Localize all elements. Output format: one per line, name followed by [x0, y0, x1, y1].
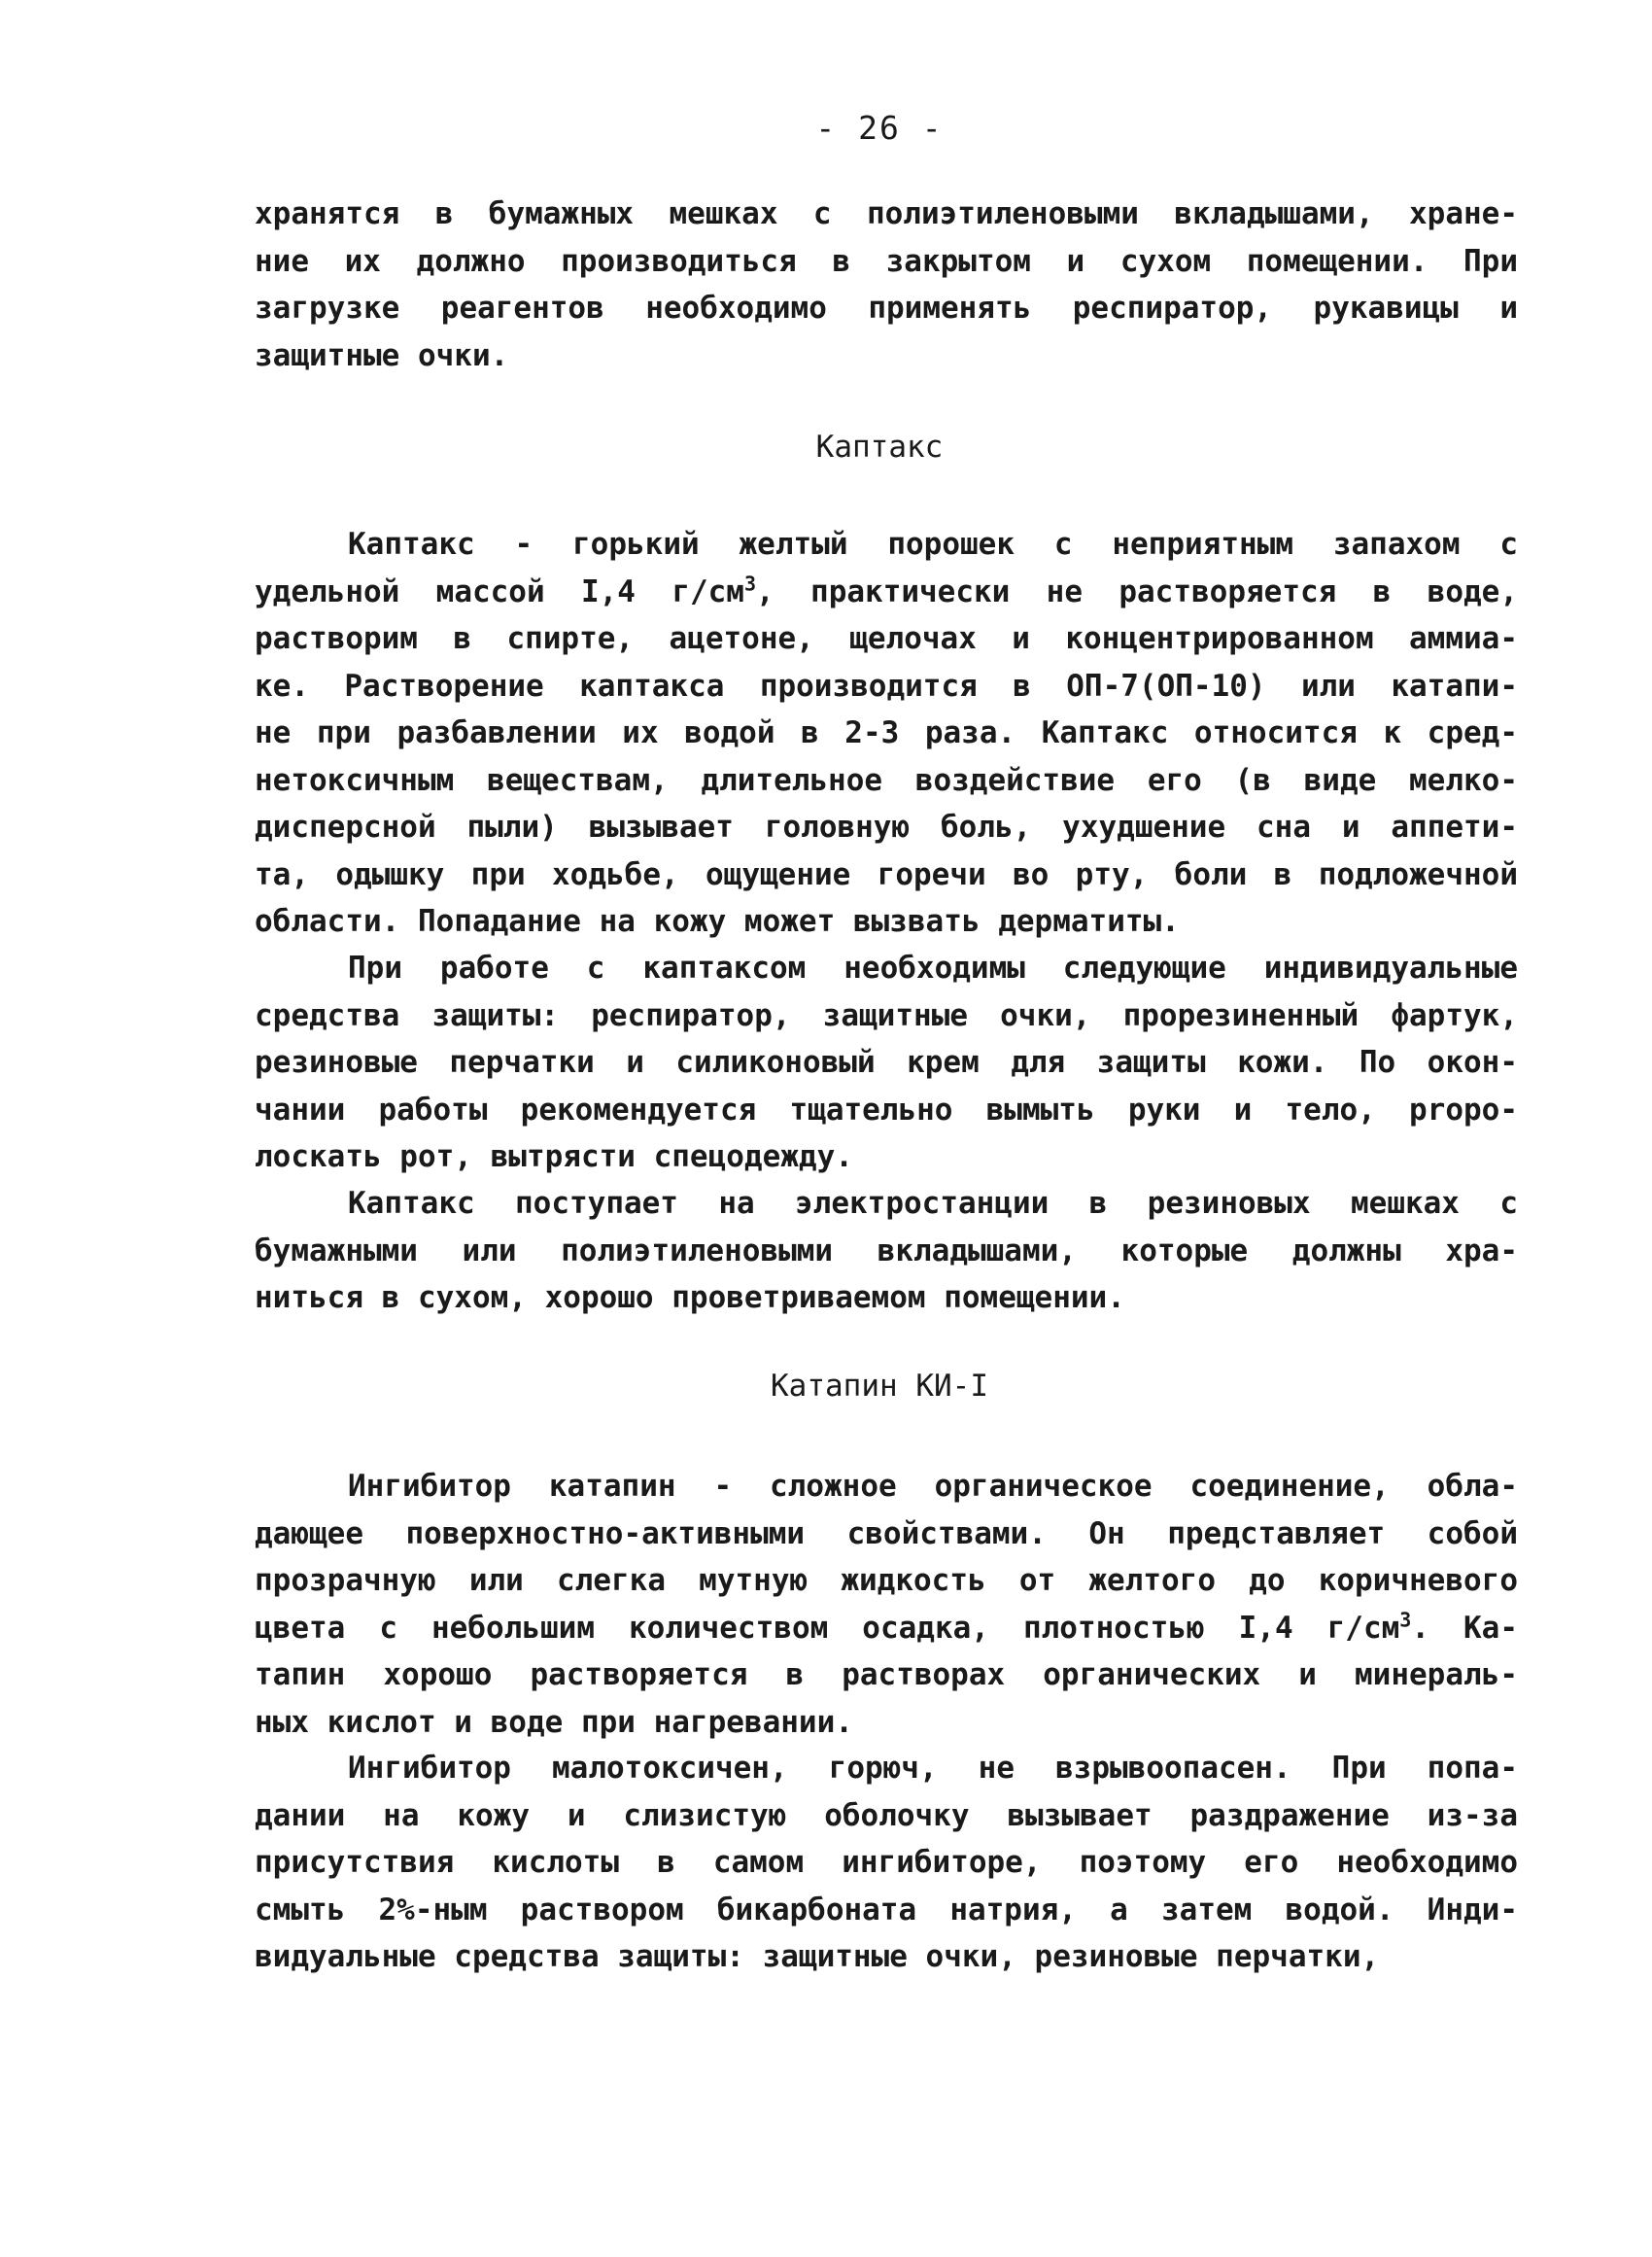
text-fragment: удельной массой I,4 г/см: [255, 573, 744, 609]
text-line: присутствия кислоты в самом ингибиторе, поэтому его необходимо: [255, 1845, 1518, 1880]
text-line: резиновые перчатки и силиконовый крем для защиты кожи. По окон-: [255, 1045, 1518, 1080]
text-line: бумажными или полиэтиленовыми вкладышами, которые должны хра-: [255, 1233, 1518, 1268]
text-line: Каптакс - горький желтый порошек с неприятным запахом с: [348, 527, 1518, 562]
text-line: дающее поверхностно-активными свойствами. Он представляет собой: [255, 1515, 1518, 1551]
text-line: лоскать рот, вытрясти спецодежду.: [255, 1139, 853, 1174]
text-fragment: , практически не растворяется в воде,: [756, 573, 1518, 609]
text-fragment: цвета с небольшим количеством осадка, плотностью I,4 г/см: [255, 1610, 1400, 1646]
intro-paragraph: [255, 191, 1518, 379]
kaptaks-paragraph-2: [255, 945, 1518, 1181]
text-line: смыть 2%-ным раствором бикарбоната натрия, а затем водой. Инди-: [255, 1892, 1518, 1927]
text-line: не при разбавлении их водой в 2-3 раза. Каптакс относится к сред-: [255, 715, 1518, 750]
section-heading-katapin: Катапин КИ-I: [771, 1369, 988, 1404]
text-line: дисперсной пыли) вызывает головную боль, ухудшение сна и аппети-: [255, 810, 1518, 845]
text-line: растворим в спирте, ацетоне, щелочах и концентрированном аммиа-: [255, 621, 1518, 656]
kaptaks-paragraph-3: [255, 1180, 1518, 1322]
text-line: загрузке реагентов необходимо применять респиратор, рукавицы и: [255, 291, 1518, 326]
text-line: видуальные средства защиты: защитные очки, резиновые перчатки,: [255, 1939, 1380, 1974]
text-line: области. Попадание на кожу может вызвать дерматиты.: [255, 904, 1180, 939]
text-line: Каптакс поступает на электростанции в резиновых мешках с: [348, 1186, 1518, 1221]
section-heading-kaptaks: Каптакс: [815, 430, 944, 465]
page-number: - 26 -: [815, 109, 944, 147]
text-line: ние их должно производиться в закрытом и сухом помещении. При: [255, 243, 1518, 279]
text-line: Ингибитор малотоксичен, горюч, не взрывоопасен. При попа-: [348, 1751, 1518, 1786]
superscript: 3: [743, 572, 757, 596]
text-line: ке. Растворение каптакса производится в ОП-7(ОП-10) или катапи-: [255, 668, 1518, 704]
text-fragment: . Ка-: [1411, 1610, 1518, 1646]
text-line: та, одышку при ходьбе, ощущение горечи во рту, боли в подложечной: [255, 856, 1518, 892]
text-line: [255, 1605, 1518, 1652]
katapin-paragraph-1: [255, 1463, 1518, 1746]
text-line: ных кислот и воде при нагревании.: [255, 1704, 853, 1740]
superscript: 3: [1399, 1608, 1412, 1632]
text-line: прозрачную или слегка мутную жидкость от желтого до коричневого: [255, 1563, 1518, 1598]
text-line: хранятся в бумажных мешках с полиэтиленовыми вкладышами, хране-: [255, 196, 1518, 231]
text-line: Ингибитор катапин - сложное органическое соединение, обла-: [348, 1469, 1518, 1504]
text-line: защитные очки.: [255, 337, 509, 373]
text-line: тапин хорошо растворяется в растворах органических и минераль-: [255, 1657, 1518, 1692]
text-line: При работе с каптаксом необходимы следующие индивидуальные: [348, 951, 1518, 986]
text-line: дании на кожу и слизистую оболочку вызывает раздражение из-за: [255, 1797, 1518, 1833]
kaptaks-paragraph-1: [255, 521, 1518, 946]
text-line: средства защиты: респиратор, защитные очки, прорезиненный фартук,: [255, 997, 1518, 1033]
text-line: чании работы рекомендуется тщательно вымыть руки и тело, propo-: [255, 1092, 1518, 1128]
text-line: [255, 569, 1518, 616]
text-line: ниться в сухом, хорошо проветриваемом помещении.: [255, 1280, 1125, 1315]
text-line: нетоксичным веществам, длительное воздействие его (в виде мелко-: [255, 762, 1518, 798]
katapin-paragraph-2: [255, 1745, 1518, 1981]
